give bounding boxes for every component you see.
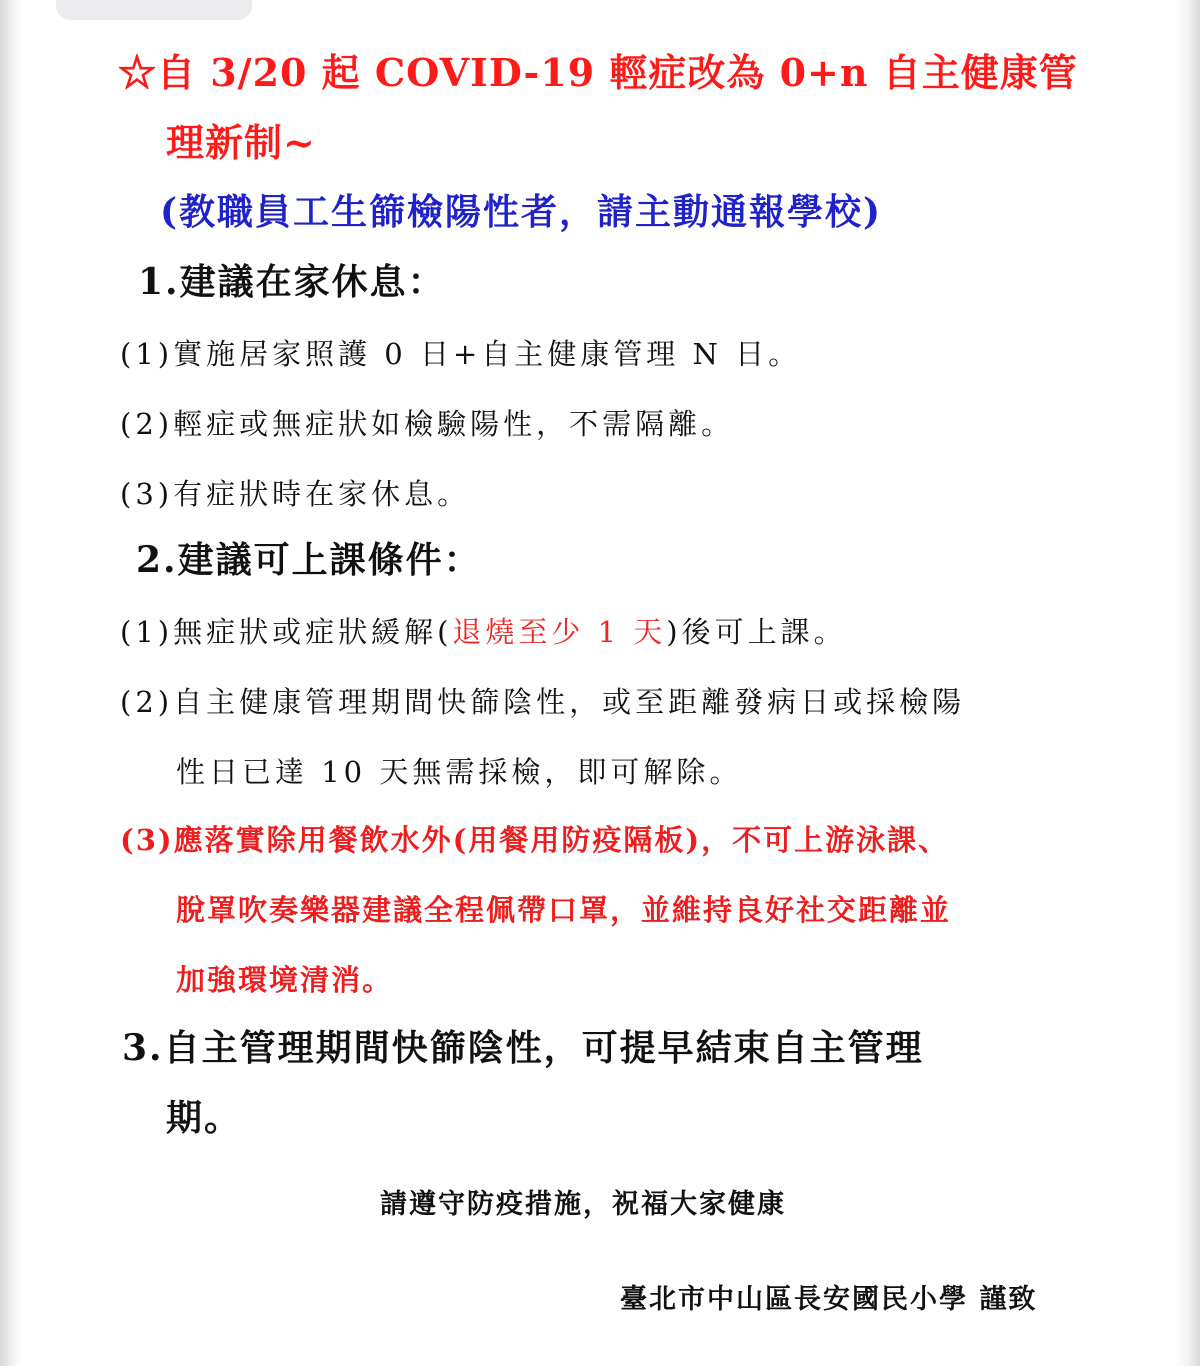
section3-line1: 3.自主管理期間快篩陰性，可提早結束自主管理 [122,1027,924,1069]
section1-item-1: (1)實施居家照護 0 日+自主健康管理 N 日。 [120,337,802,371]
section2-item-3-line3: 加強環境清消。 [176,963,394,997]
star-icon: ☆ [118,50,158,95]
notice-title-text: 自 3/20 起 COVID-19 輕症改為 0+n 自主健康管 [157,50,1078,95]
section3-line2: 期。 [166,1097,243,1139]
section2-item-3-line1: (3)應落實除用餐飲水外(用餐用防疫隔板)，不可上游泳課、 [120,823,950,857]
notice-subtitle: (教職員工生篩檢陽性者，請主動通報學校) [160,191,883,233]
section2-item-1 [120,615,847,649]
closing-text: 請遵守防疫措施，祝福大家健康 [380,1189,786,1220]
section2-item1-highlight: 退燒至少 1 天 [452,615,667,649]
notice-title-line1 [118,50,1078,95]
notice-title-line2: 理新制~ [166,120,316,165]
section2-item1-before: (1)無症狀或症狀緩解( [120,615,453,649]
section2-item-3-line2: 脫罩吹奏樂器建議全程佩帶口罩，並維持良好社交距離並 [176,893,952,927]
section1-item-3: (3)有症狀時在家休息。 [120,477,471,511]
section1-item-2: (2)輕症或無症狀如檢驗陽性，不需隔離。 [120,407,735,441]
section2-item-2-line1: (2)自主健康管理期間快篩陰性，或至距離發病日或採檢陽 [120,685,966,719]
section2-item1-after: )後可上課。 [666,615,847,649]
section1-heading: 1.建議在家休息： [138,261,446,303]
signature: 臺北市中山區長安國民小學 謹致 [620,1284,1038,1315]
section2-item-2-line2: 性日已達 10 天無需採檢，即可解除。 [176,755,743,789]
section2-heading: 2.建議可上課條件： [136,539,482,581]
